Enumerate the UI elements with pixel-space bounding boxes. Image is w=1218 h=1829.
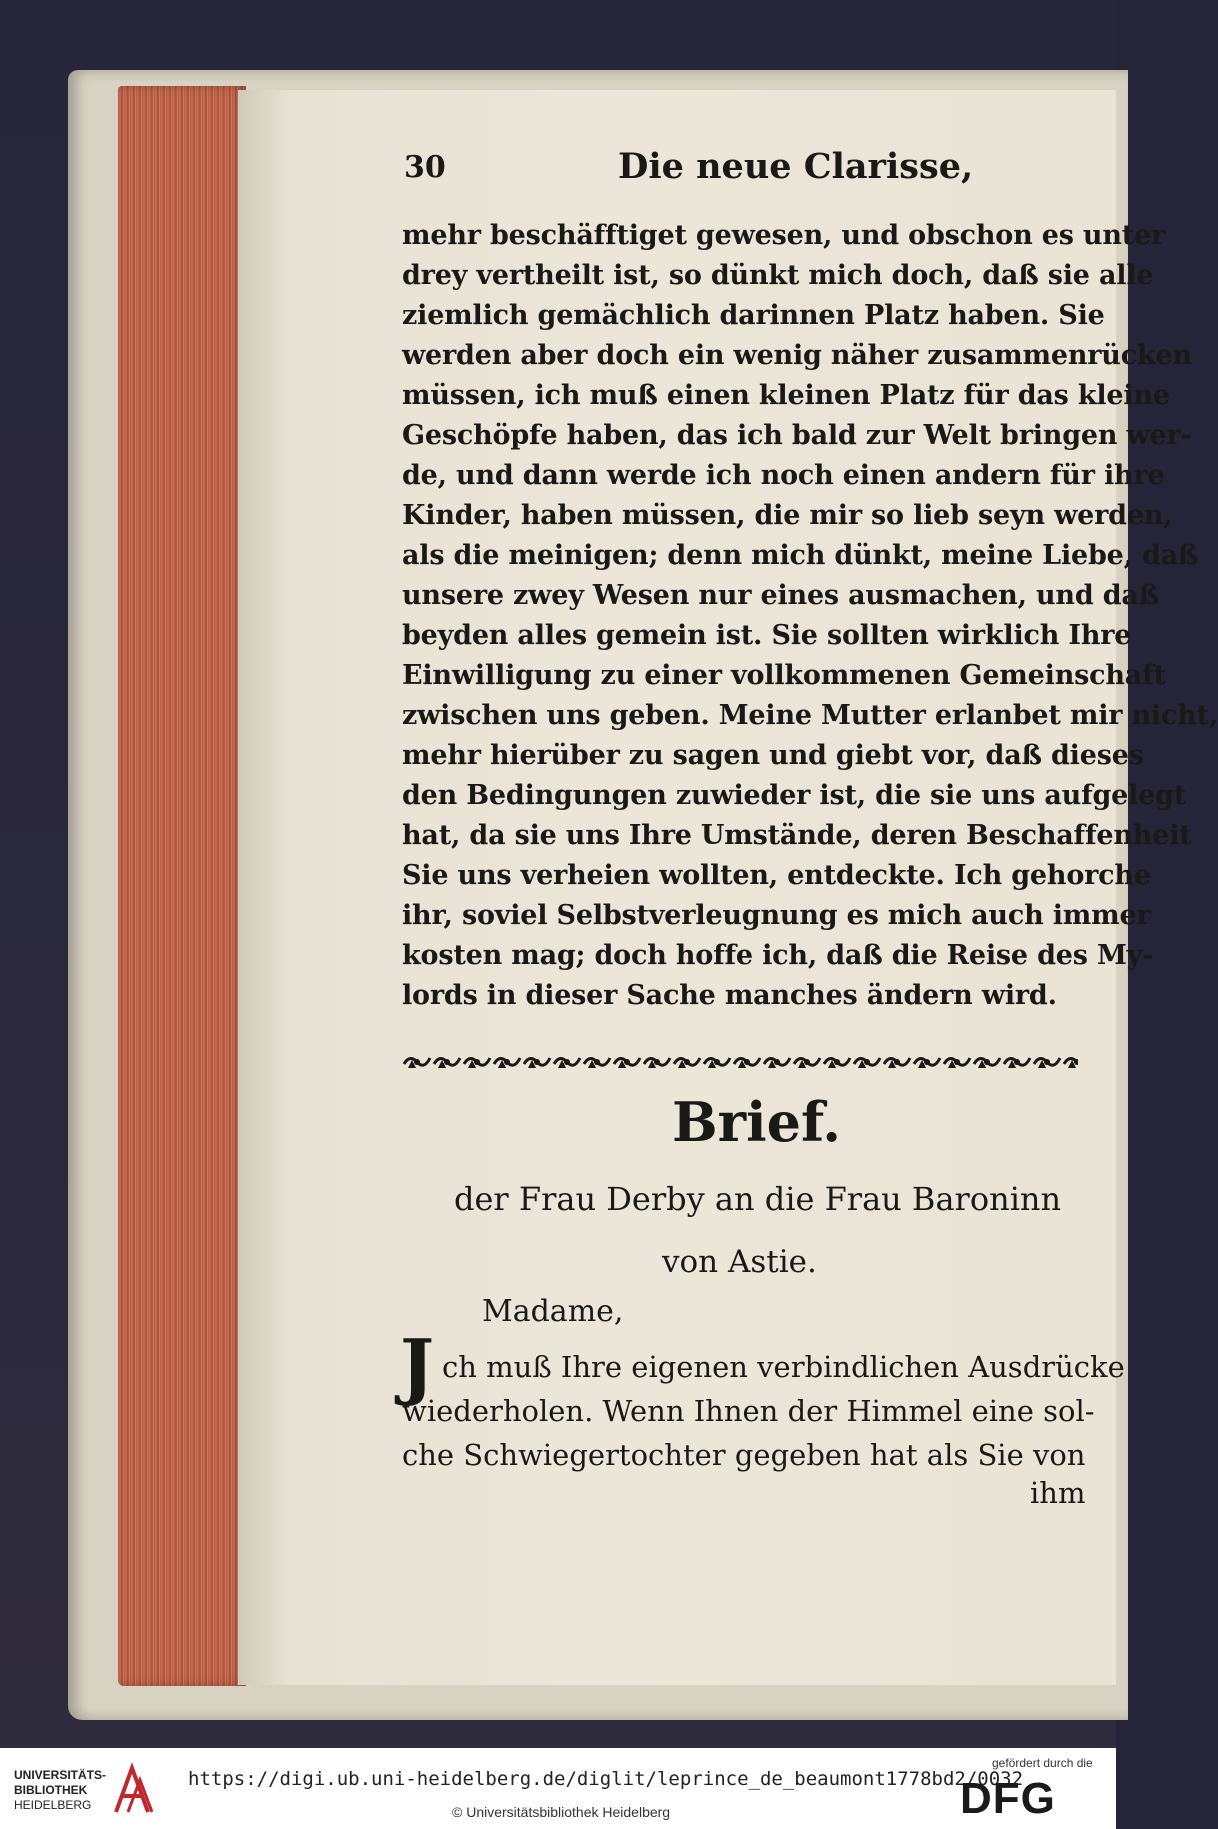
text-line: zwischen uns geben. Meine Mutter erlanbet mir nicht, [402, 700, 1218, 731]
letter-title: Brief. [672, 1090, 842, 1154]
viewer-footer [0, 1748, 1116, 1829]
letter-subtitle: von Astie. [662, 1244, 817, 1280]
drop-initial: J [400, 1323, 435, 1408]
letter-text-line: che Schwiegertochter gegeben hat als Sie von [402, 1438, 1086, 1472]
letter-text-line: ch muß Ihre eigenen verbindlichen Ausdrücke [442, 1350, 1125, 1384]
page-number: 30 [404, 150, 446, 185]
ornamental-divider [402, 1050, 1078, 1072]
library-name-line: UNIVERSITÄTS- [14, 1768, 107, 1782]
source-url-link[interactable]: https://digi.ub.uni-heidelberg.de/diglit/leprince_de_beaumont1778bd2/0032 [188, 1768, 1024, 1790]
text-line: hat, da sie uns Ihre Umstände, deren Beschaffenheit [402, 820, 1192, 851]
text-line: mehr hierüber zu sagen und giebt vor, daß dieses [402, 740, 1144, 771]
funding-label: gefördert durch die [992, 1756, 1093, 1770]
red-page-edges [118, 86, 246, 1686]
text-line: Geschöpfe haben, das ich bald zur Welt bringen wer- [402, 420, 1192, 451]
catchword: ihm [1030, 1476, 1086, 1510]
dfg-logo[interactable]: DFG [960, 1774, 1056, 1823]
text-line: ziemlich gemächlich darinnen Platz haben. Sie [402, 300, 1105, 331]
text-line: Kinder, haben müssen, die mir so lieb seyn werden, [402, 500, 1173, 531]
text-line: Sie uns verheien wollten, entdeckte. Ich gehorche [402, 860, 1151, 891]
text-line: lords in dieser Sache manches ändern wird. [402, 980, 1057, 1011]
letter-salutation: Madame, [482, 1294, 624, 1329]
text-line: drey vertheilt ist, so dünkt mich doch, daß sie alle [402, 260, 1154, 291]
text-line: beyden alles gemein ist. Sie sollten wirklich Ihre [402, 620, 1132, 651]
text-line: als die meinigen; denn mich dünkt, meine Liebe, daß [402, 540, 1199, 571]
letter-subtitle: der Frau Derby an die Frau Baroninn [454, 1180, 1062, 1218]
text-line: werden aber doch ein wenig näher zusammenrücken [402, 340, 1192, 371]
library-logo-icon [110, 1760, 156, 1818]
text-line: mehr beschäfftiget gewesen, und obschon es unter [402, 220, 1166, 251]
text-line: den Bedingungen zuwieder ist, die sie uns aufgelegt [402, 780, 1187, 811]
running-head: Die neue Clarisse, [618, 146, 974, 187]
library-name-line: HEIDELBERG [14, 1798, 92, 1812]
library-name-line: BIBLIOTHEK [14, 1783, 88, 1797]
copyright-notice: © Universitätsbibliothek Heidelberg [452, 1804, 671, 1820]
text-line: ihr, soviel Selbstverleugnung es mich auch immer [402, 900, 1151, 931]
text-line: kosten mag; doch hoffe ich, daß die Reise des My- [402, 940, 1154, 971]
text-line: müssen, ich muß einen kleinen Platz für das kleine [402, 380, 1170, 411]
letter-text-line: wiederholen. Wenn Ihnen der Himmel eine sol- [402, 1394, 1095, 1428]
text-line: de, und dann werde ich noch einen andern für ihre [402, 460, 1165, 491]
text-line: Einwilligung zu einer vollkommenen Gemeinschaft [402, 660, 1166, 691]
text-line: unsere zwey Wesen nur eines ausmachen, und daß [402, 580, 1160, 611]
library-logo[interactable] [14, 1768, 106, 1813]
